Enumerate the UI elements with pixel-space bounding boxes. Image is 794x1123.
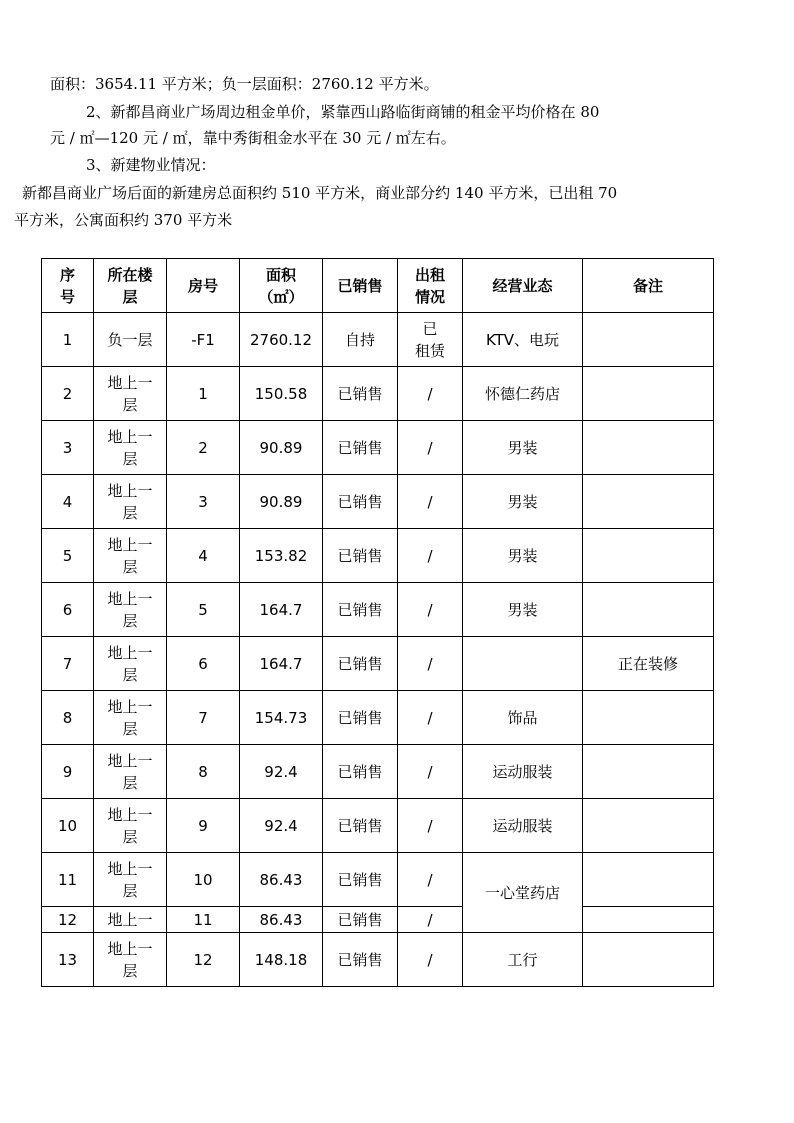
cell-room: 10 [167,853,240,907]
cell-note [583,313,714,367]
cell-floor: 地上一 层 [94,691,167,745]
cell-sold: 已销售 [323,475,398,529]
cell-business: 运动服装 [463,799,583,853]
cell-sold: 已销售 [323,421,398,475]
cell-floor: 负一层 [94,313,167,367]
cell-floor: 地上一 [94,907,167,933]
table-row [42,367,714,421]
cell-seq: 5 [42,529,94,583]
cell-seq: 6 [42,583,94,637]
table-row [42,313,714,367]
cell-room: 7 [167,691,240,745]
cell-seq: 11 [42,853,94,907]
cell-rent: / [398,691,463,745]
cell-business: 男装 [463,529,583,583]
cell-business-merged: 一心堂药店 [463,853,583,933]
cell-room: 4 [167,529,240,583]
cell-room: 2 [167,421,240,475]
cell-note [583,367,714,421]
cell-area: 92.4 [240,745,323,799]
table-row [42,691,714,745]
cell-business: 男装 [463,583,583,637]
cell-note [583,475,714,529]
cell-floor: 地上一 层 [94,637,167,691]
header-room: 房号 [167,259,240,313]
cell-floor: 地上一 层 [94,933,167,987]
cell-rent: / [398,421,463,475]
cell-seq: 2 [42,367,94,421]
paragraph-new-property-2: 平方米，公寓面积约 370 平方米 [14,211,233,229]
cell-note [583,691,714,745]
paragraph-new-property-1: 新都昌商业广场后面的新建房总面积约 510 平方米，商业部分约 140 平方米，已出租 70 [22,184,618,202]
cell-sold: 已销售 [323,529,398,583]
property-table [41,258,714,987]
cell-seq: 9 [42,745,94,799]
cell-floor: 地上一 层 [94,529,167,583]
cell-room: 8 [167,745,240,799]
table-row [42,475,714,529]
cell-floor: 地上一 层 [94,367,167,421]
cell-area: 90.89 [240,475,323,529]
table-row [42,907,714,933]
cell-room: 9 [167,799,240,853]
cell-room: -F1 [167,313,240,367]
cell-area: 150.58 [240,367,323,421]
cell-floor: 地上一 层 [94,853,167,907]
cell-area: 2760.12 [240,313,323,367]
cell-note [583,529,714,583]
cell-rent: / [398,475,463,529]
cell-rent: 已 租赁 [398,313,463,367]
cell-sold: 已销售 [323,853,398,907]
cell-area: 92.4 [240,799,323,853]
cell-seq: 13 [42,933,94,987]
cell-area: 164.7 [240,637,323,691]
cell-floor: 地上一 层 [94,745,167,799]
cell-floor: 地上一 层 [94,475,167,529]
cell-area: 164.7 [240,583,323,637]
header-note: 备注 [583,259,714,313]
cell-rent: / [398,853,463,907]
cell-sold: 已销售 [323,799,398,853]
cell-area: 148.18 [240,933,323,987]
cell-business [463,637,583,691]
cell-note: 正在装修 [583,637,714,691]
cell-rent: / [398,529,463,583]
paragraph-rent-2: 元 / ㎡—120 元 / ㎡，靠中秀街租金水平在 30 元 / ㎡左右。 [50,129,456,147]
cell-rent: / [398,933,463,987]
paragraph-new-property-heading: 3、新建物业情况： [86,156,216,174]
table-row [42,745,714,799]
cell-business: 怀德仁药店 [463,367,583,421]
cell-sold: 已销售 [323,367,398,421]
table-row [42,637,714,691]
cell-seq: 3 [42,421,94,475]
cell-note [583,933,714,987]
cell-business: 饰品 [463,691,583,745]
cell-sold: 已销售 [323,745,398,799]
cell-floor: 地上一 层 [94,799,167,853]
cell-rent: / [398,637,463,691]
cell-sold: 已销售 [323,637,398,691]
cell-sold: 已销售 [323,933,398,987]
cell-room: 5 [167,583,240,637]
cell-rent: / [398,799,463,853]
cell-seq: 10 [42,799,94,853]
cell-area: 154.73 [240,691,323,745]
cell-seq: 1 [42,313,94,367]
cell-business: 工行 [463,933,583,987]
header-business: 经营业态 [463,259,583,313]
table-row [42,583,714,637]
table-header-row [42,259,714,313]
header-floor: 所在楼 层 [94,259,167,313]
cell-area: 86.43 [240,853,323,907]
cell-floor: 地上一 层 [94,421,167,475]
cell-room: 3 [167,475,240,529]
cell-room: 11 [167,907,240,933]
table-row [42,799,714,853]
cell-room: 12 [167,933,240,987]
cell-sold: 已销售 [323,691,398,745]
cell-note [583,799,714,853]
cell-seq: 8 [42,691,94,745]
cell-sold: 自持 [323,313,398,367]
table-row [42,853,714,907]
header-seq: 序 号 [42,259,94,313]
cell-floor: 地上一 层 [94,583,167,637]
cell-rent: / [398,745,463,799]
cell-seq: 12 [42,907,94,933]
cell-seq: 7 [42,637,94,691]
cell-seq: 4 [42,475,94,529]
header-area: 面积 （㎡） [240,259,323,313]
table-row [42,933,714,987]
table-row [42,421,714,475]
cell-area: 86.43 [240,907,323,933]
cell-business: KTV、电玩 [463,313,583,367]
cell-rent: / [398,583,463,637]
header-sold: 已销售 [323,259,398,313]
table-row [42,529,714,583]
cell-note [583,745,714,799]
cell-business: 男装 [463,475,583,529]
cell-area: 153.82 [240,529,323,583]
cell-room: 1 [167,367,240,421]
cell-sold: 已销售 [323,583,398,637]
cell-sold: 已销售 [323,907,398,933]
cell-room: 6 [167,637,240,691]
cell-note [583,907,714,933]
cell-note [583,421,714,475]
paragraph-area: 面积：3654.11 平方米；负一层面积：2760.12 平方米。 [50,75,439,93]
cell-business: 运动服装 [463,745,583,799]
cell-business: 男装 [463,421,583,475]
paragraph-rent-1: 2、新都昌商业广场周边租金单价，紧靠西山路临街商铺的租金平均价格在 80 [86,103,600,121]
cell-rent: / [398,907,463,933]
cell-area: 90.89 [240,421,323,475]
cell-rent: / [398,367,463,421]
cell-note [583,853,714,907]
cell-note [583,583,714,637]
header-rent: 出租 情况 [398,259,463,313]
